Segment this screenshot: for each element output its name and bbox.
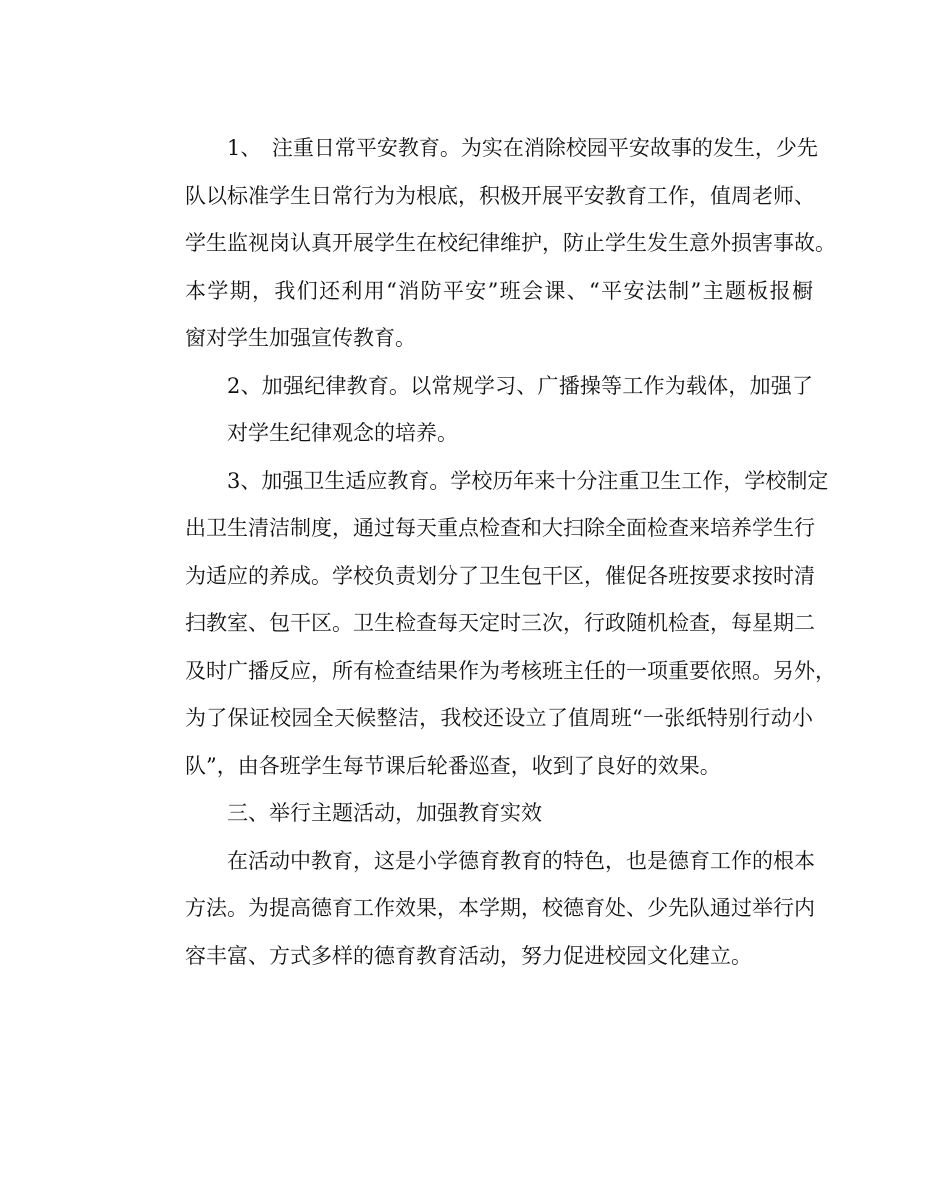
text-line: 在活动中教育，这是小学德育教育的特色，也是德育工作的根本 [227, 848, 815, 873]
text-line: 三、举行主题活动，加强教育实效 [227, 801, 542, 825]
text-line: 方法。为提高德育工作效果，本学期，校德育处、少先队通过举行内 [185, 896, 815, 920]
text-line: 窗对学生加强宣传教育。 [185, 326, 416, 350]
text-line: 1、 注重日常平安教育。为实在消除校园平安故事的发生，少先 [227, 136, 818, 160]
text-line: 为了保证校园全天候整洁，我校还设立了值周班“一张纸特别行动小 [185, 706, 813, 730]
text-line: 2、加强纪律教育。以常规学习、广播操等工作为载体，加强了 [227, 373, 813, 398]
text-line: 队以标准学生日常行为为根底，积极开展平安教育工作，值周老师、 [185, 183, 815, 208]
section-heading-theme-activities [143, 790, 813, 838]
text-line: 扫教室、包干区。卫生检查每天定时三次，行政随机检查，每星期二 [185, 611, 815, 635]
text-line: 队”，由各班学生每节课后轮番巡查，收到了良好的效果。 [185, 753, 721, 778]
paragraph-safety-education [143, 125, 836, 363]
text-line: 出卫生清洁制度，通过每天重点检查和大扫除全面检查来培养学生行 [185, 516, 815, 540]
text-line: 学生监视岗认真开展学生在校纪律维护，防止学生发生意外损害事故。 [185, 231, 836, 255]
text-line: 为适应的养成。学校负责划分了卫生包干区，催促各班按要求按时清 [185, 563, 815, 588]
text-line: 及时广播反应，所有检查结果作为考核班主任的一项重要依照。另外， [185, 658, 836, 683]
text-line: 3、加强卫生适应教育。学校历年来十分注重卫生工作，学校制定 [227, 468, 829, 493]
paragraph-discipline-education [143, 363, 813, 458]
paragraph-hygiene-education [143, 458, 836, 791]
text-line: 对学生纪律观念的培养。 [227, 421, 458, 445]
text-line: 本学期，我们还利用“消防平安”班会课、“平安法制”主题板报橱 [185, 278, 813, 303]
paragraph-activity-education [143, 838, 813, 981]
document-body [143, 125, 836, 980]
text-line: 容丰富、方式多样的德育教育活动，努力促进校园文化建立。 [185, 943, 752, 968]
